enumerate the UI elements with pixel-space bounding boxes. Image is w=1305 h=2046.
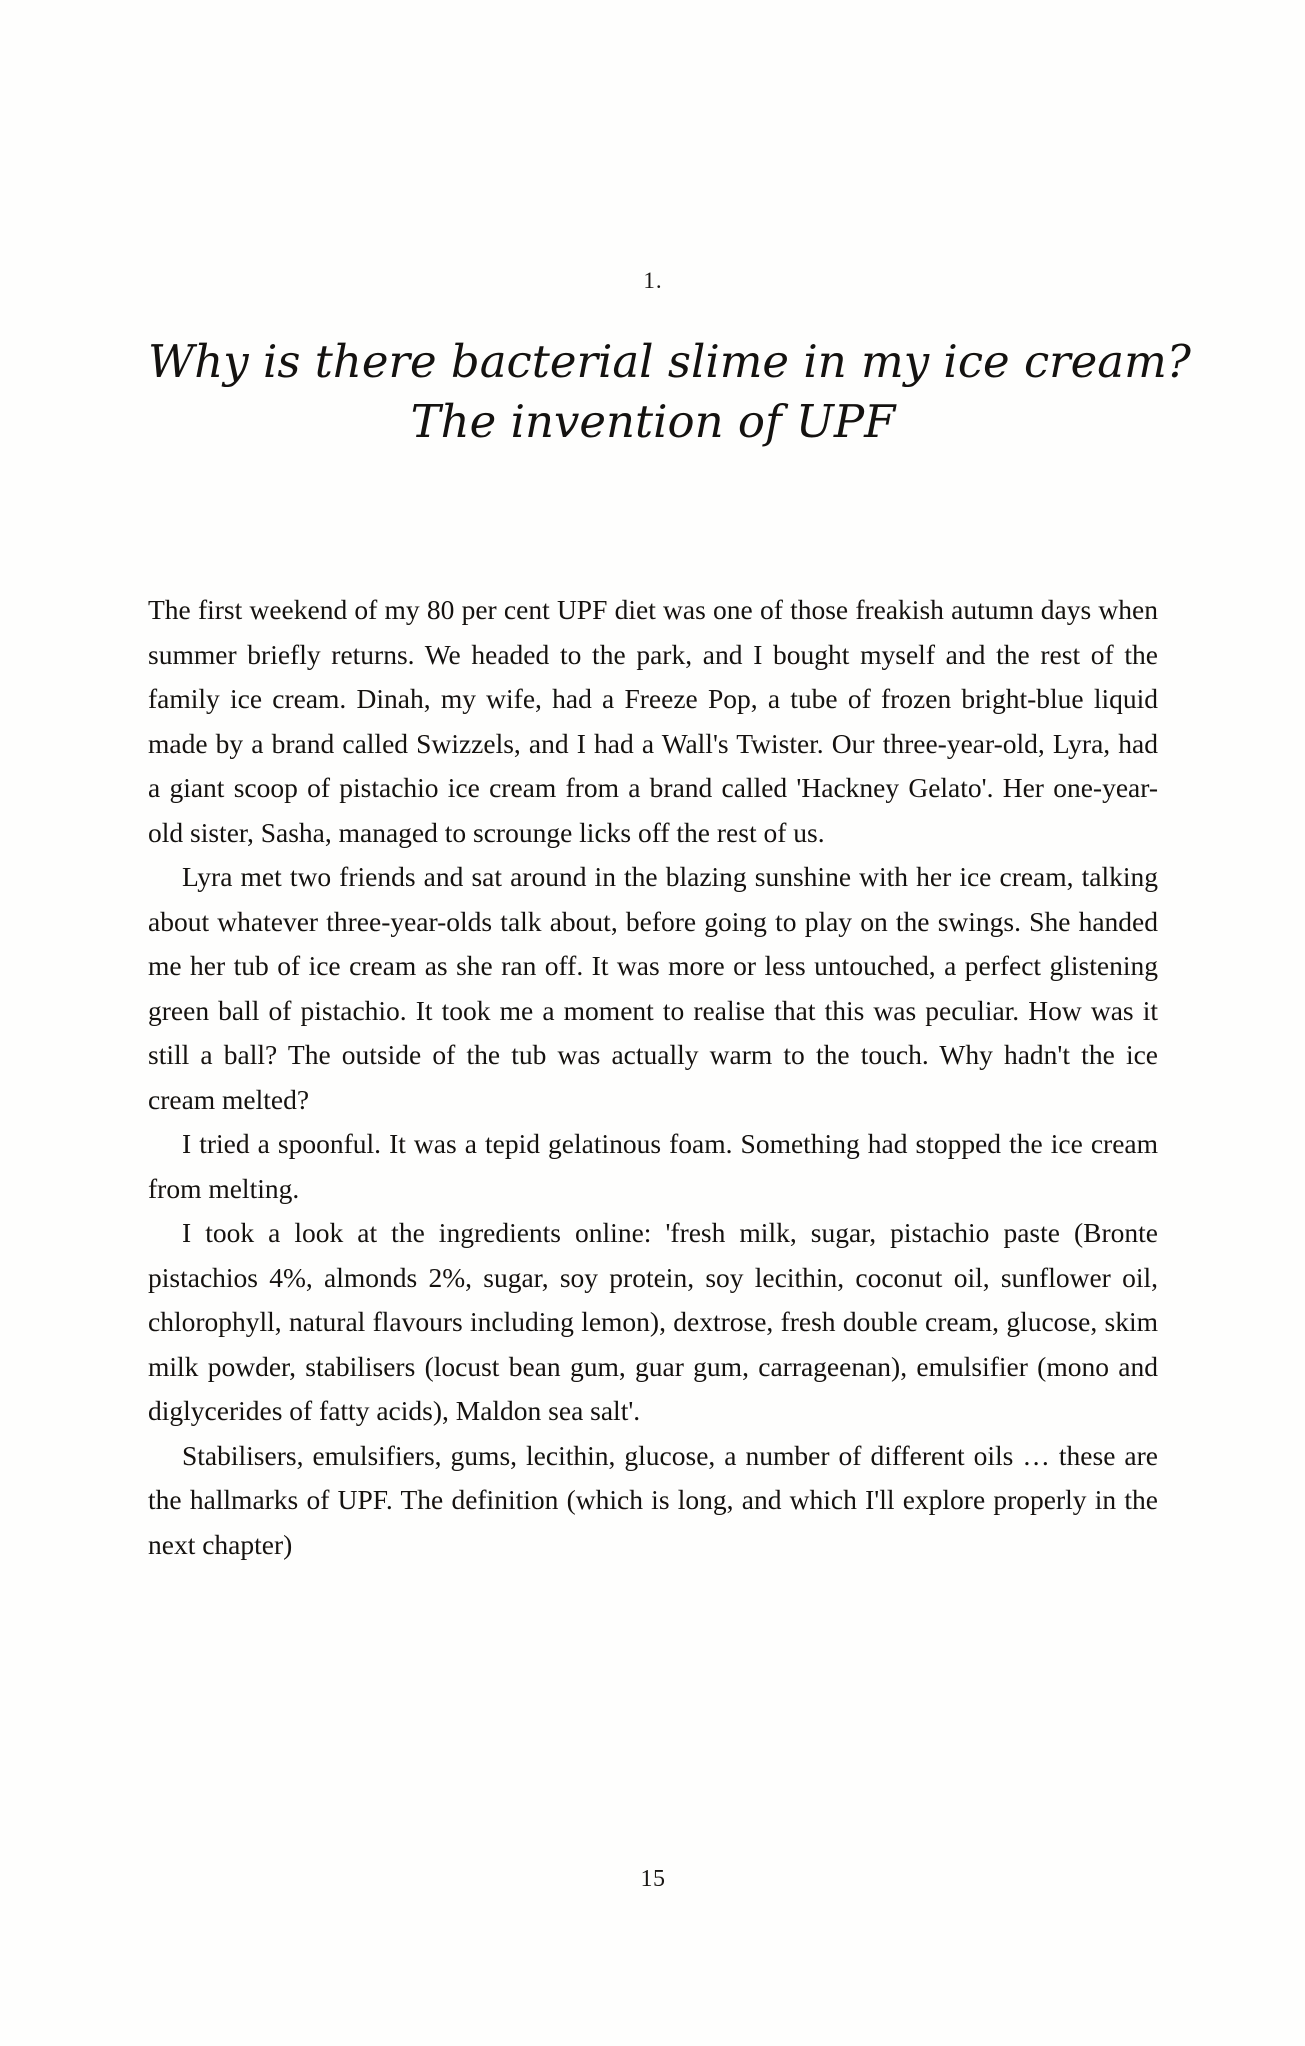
chapter-number: 1. [643, 268, 663, 293]
paragraph-4: I took a look at the ingredients online: 'fresh milk, sugar, pistachio paste (Bronte pistachios 4%, almonds 2%, sugar, soy protein, soy lecithin, coconut oil, sunflower oil, chlorophyll, natural flavours including lemon), dextrose, fresh double cream, glucose, skim milk powder, stabilisers (locust bean gum, guar gum, carrageenan), emulsifier (mono and diglycerides of fatty acids), Maldon sea salt'. [148, 1217, 1158, 1426]
page-number: 15 [640, 1866, 666, 1892]
chapter-title [148, 332, 1191, 452]
paragraph-1: The first weekend of my 80 per cent UPF diet was one of those freakish autumn days when summer briefly returns. We headed to the park, and I bought myself and the rest of the family ice cream. Dinah, my wife, had a Freeze Pop, a tube of frozen bright-blue liquid made by a brand called Swizzels, and I had a Wall's Twister. Our three-year-old, Lyra, had a giant scoop of pistachio ice cream from a brand called 'Hackney Gelato'. Her one-year-old sister, Sasha, managed to scrounge licks off the rest of us. [148, 594, 1158, 848]
chapter-title-line-1: Why is there bacterial slime in my ice cream? [148, 335, 1191, 388]
chapter-title-line-2: The invention of UPF [410, 394, 896, 448]
body-text [148, 588, 1158, 1567]
paragraph-5: Stabilisers, emulsifiers, gums, lecithin, glucose, a number of different oils … these are the hallmarks of UPF. The definition (which is long, and which I'll explore properly in the next chapter) [148, 1439, 1158, 1560]
paragraph-2: Lyra met two friends and sat around in the blazing sunshine with her ice cream, talking about whatever three-year-olds talk about, before going to play on the swings. She handed me her tub of ice cream as she ran off. It was more or less untouched, a perfect glistening green ball of pistachio. It took me a moment to realise that this was peculiar. How was it still a ball? The outside of the tub was actually warm to the touch. Why hadn't the ice cream melted? [148, 861, 1158, 1115]
paragraph-3: I tried a spoonful. It was a tepid gelatinous foam. Something had stopped the ice cream from melting. [148, 1128, 1158, 1204]
page-content [148, 0, 1191, 2046]
